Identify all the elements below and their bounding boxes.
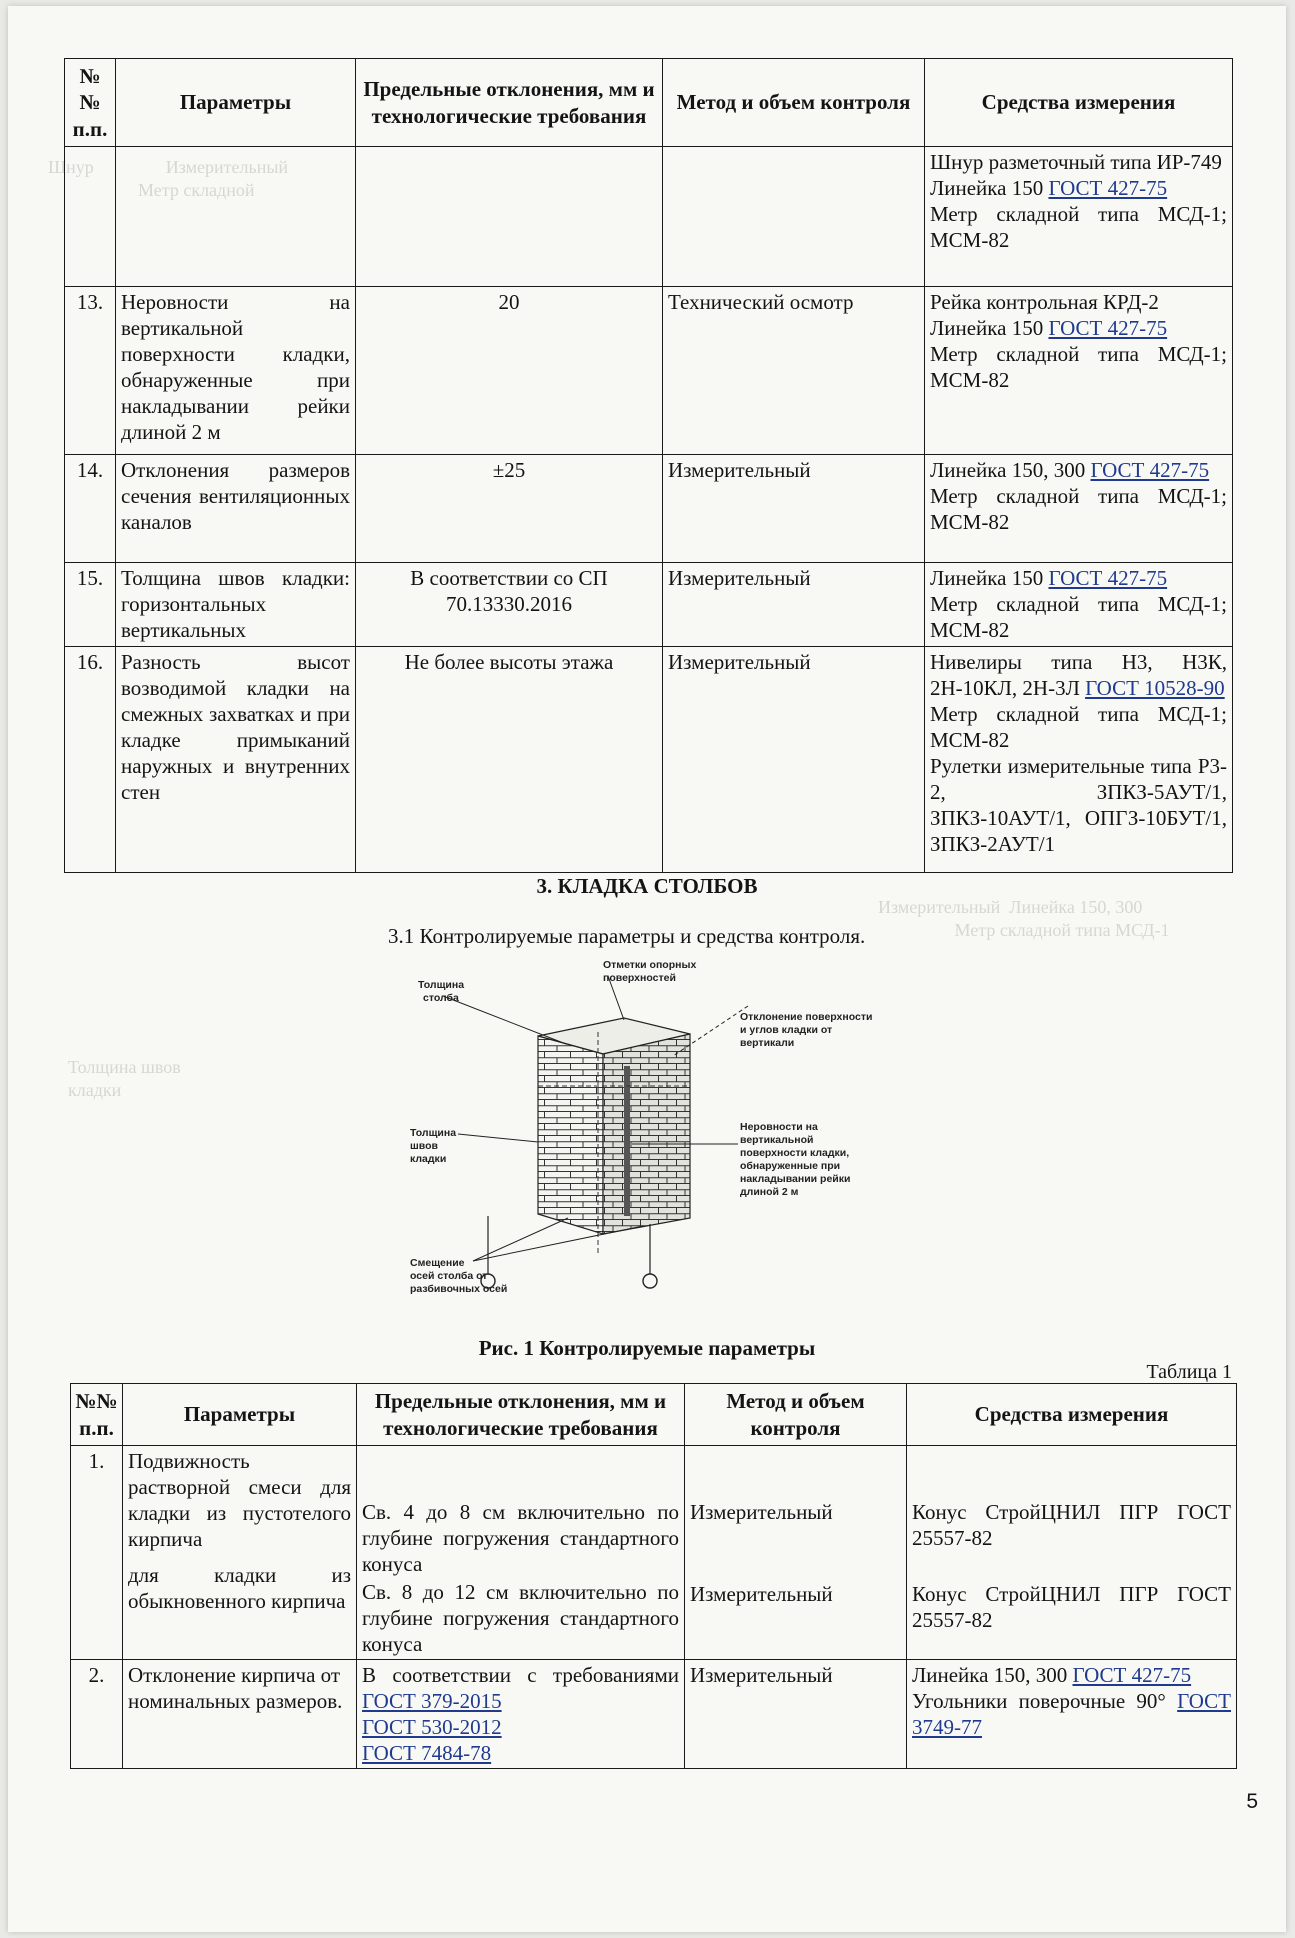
col-header-param: Параметры [116, 59, 356, 147]
col-header-limit: Предельные отклонения, мм и технологические требования [357, 1384, 685, 1446]
label-deviation: вертикали [740, 1037, 795, 1049]
tool-item [930, 149, 1227, 175]
row-tools [925, 455, 1233, 563]
section-title: 3. КЛАДКА СТОЛБОВ [536, 874, 758, 898]
tool-item [930, 701, 1227, 753]
label-joints: швов [410, 1140, 438, 1152]
row-limit [357, 1446, 685, 1660]
tool-text: Нивелиры типа Н3, Н3К, 2Н-10КЛ, 2Н-3Л [930, 650, 1227, 701]
tool-item [930, 483, 1227, 535]
tools-hollow-brick: Конус СтройЦНИЛ ПГР ГОСТ 25557-82 [912, 1500, 1231, 1551]
row-number: 16. [65, 647, 116, 873]
table-top [64, 58, 1233, 873]
col-header-tools: Средства измерения [925, 59, 1233, 147]
gost-link[interactable]: ГОСТ 427-75 [1072, 1663, 1192, 1688]
label-uneven: поверхности кладки, [740, 1147, 850, 1159]
limit-text: В соответствии с требованиями [362, 1663, 679, 1688]
tool-text: Линейка 150 [930, 176, 1049, 201]
row-method: Измерительный [663, 563, 925, 647]
tool-item [930, 457, 1227, 483]
table-row [71, 1660, 1237, 1769]
section-subtitle: 3.1 Контролируемые параметры и средства контроля. [388, 924, 866, 948]
table-row [65, 563, 1233, 647]
page-number: 5 [1246, 1790, 1258, 1813]
leader-line [473, 1218, 568, 1261]
row-parameter: Отклонение кирпича от номинальных размеров. [123, 1660, 357, 1769]
row-number: 14. [65, 455, 116, 563]
table-bottom [70, 1383, 1237, 1769]
row-number [65, 147, 116, 287]
label-offset: осей столба от [410, 1270, 488, 1282]
tool-item [930, 565, 1227, 591]
label-marks: Отметки опорных [603, 959, 697, 971]
document-page [8, 6, 1286, 1932]
gost-link[interactable]: ГОСТ 7484-78 [362, 1741, 492, 1766]
tool-text: Метр складной типа МСД-1; МСМ-82 [930, 342, 1227, 393]
row-tools [907, 1446, 1237, 1660]
row-limit: Не более высоты этажа [356, 647, 663, 873]
param-hollow-brick: Подвижность растворной смеси для кладки из пустотелого кирпича [128, 1449, 351, 1552]
table-row [71, 1446, 1237, 1660]
tool-text: Метр складной типа МСД-1; МСМ-82 [930, 702, 1227, 753]
row-number: 2. [71, 1660, 123, 1769]
table-top-body [65, 147, 1233, 873]
tool-text: Шнур разметочный типа ИР-749 [930, 150, 1222, 174]
tool-text: Линейка 150 [930, 566, 1049, 590]
row-number: 13. [65, 287, 116, 455]
method-hollow-brick: Измерительный [690, 1500, 833, 1524]
row-parameter: Отклонения размеров сечения вентиляционных каналов [116, 455, 356, 563]
limit-solid-brick: Св. 8 до 12 см включительно по глубине погружения стандартного конуса [362, 1580, 679, 1657]
tool-item [912, 1662, 1231, 1688]
row-number: 1. [71, 1446, 123, 1660]
bleed-through-text: Шнур Измерительный Метр складной [48, 157, 289, 200]
gost-link[interactable]: ГОСТ 530-2012 [362, 1715, 502, 1740]
table-row [65, 147, 1233, 287]
leader-line [473, 1226, 643, 1261]
bleed-through-text: Измерительный Линейка 150, 300 Метр складной типа МСД-1 [878, 897, 1170, 940]
row-method: Технический осмотр [663, 287, 925, 455]
col-header-num: №№ п.п. [65, 59, 116, 147]
row-parameter: Неровности на вертикальной поверхности кладки, обнаруженные при накладывании рейки длиной 2 м [116, 287, 356, 455]
gost-link[interactable]: ГОСТ 427-75 [1048, 316, 1168, 341]
limit-hollow-brick: Св. 4 до 8 см включительно по глубине погружения стандартного конуса [362, 1500, 679, 1577]
bleed-through-text: Толщина швов кладки [68, 1057, 181, 1100]
table-row [65, 287, 1233, 455]
row-parameter: Разность высот возводимой кладки на смежных захватках и при кладке примыканий наружных и внутренних стен [116, 647, 356, 873]
param-solid-brick: для кладки из обыкновенного кирпича [128, 1563, 351, 1614]
control-rod [624, 1066, 630, 1216]
row-limit: ±25 [356, 455, 663, 563]
row-method [685, 1446, 907, 1660]
tool-item [930, 649, 1227, 701]
label-uneven: Неровности на [740, 1121, 818, 1133]
tool-text: Метр складной типа МСД-1; МСМ-82 [930, 484, 1227, 535]
method-solid-brick: Измерительный [690, 1582, 833, 1607]
tool-item [930, 591, 1227, 643]
col-header-tools: Средства измерения [907, 1384, 1237, 1446]
col-header-method: Метод и объем контроля [663, 59, 925, 147]
label-thickness: столба [423, 992, 459, 1004]
tool-item [930, 289, 1227, 315]
figure-caption: Рис. 1 Контролируемые параметры [478, 1336, 816, 1360]
label-offset: разбивочных осей [410, 1283, 508, 1295]
leader-line [458, 1134, 538, 1142]
tool-text: Линейка 150 [930, 316, 1049, 341]
row-tools [925, 287, 1233, 455]
label-thickness: Толщина [418, 979, 465, 991]
gost-link[interactable]: ГОСТ 10528-90 [1085, 676, 1225, 701]
col-header-limit: Предельные отклонения, мм и технологические требования [356, 59, 663, 147]
row-tools [925, 647, 1233, 873]
axis-marker [643, 1274, 657, 1288]
label-deviation: Отклонение поверхности [740, 1011, 873, 1023]
tool-text: Метр складной типа МСД-1; МСМ-82 [930, 202, 1227, 253]
row-tools [907, 1660, 1237, 1769]
tool-text: Угольники поверочные 90° [912, 1689, 1166, 1714]
row-tools [925, 563, 1233, 647]
col-header-param: Параметры [123, 1384, 357, 1446]
tool-item [930, 753, 1227, 857]
label-joints: кладки [410, 1153, 447, 1165]
column-side-face [603, 1034, 690, 1234]
row-limit: 20 [356, 287, 663, 455]
tools-solid-brick: Конус СтройЦНИЛ ПГР ГОСТ 25557-82 [912, 1582, 1231, 1633]
label-uneven: накладывании рейки [740, 1173, 851, 1185]
table-label: Таблица 1 [1146, 1361, 1232, 1383]
tool-text: Рейка контрольная КРД-2 [930, 290, 1159, 314]
label-marks: поверхностей [603, 972, 676, 984]
table-row [65, 647, 1233, 873]
row-method: Измерительный [685, 1660, 907, 1769]
brick-column-figure [388, 956, 948, 1306]
row-method: Измерительный [663, 455, 925, 563]
label-uneven: обнаруженные при [740, 1160, 841, 1172]
table-row [65, 455, 1233, 563]
tool-text: Линейка 150, 300 [912, 1663, 1068, 1688]
row-method: Измерительный [663, 647, 925, 873]
col-header-num: №№ п.п. [71, 1384, 123, 1446]
tool-item [912, 1688, 1231, 1740]
gost-link[interactable]: ГОСТ 427-75 [1048, 566, 1168, 590]
row-method [663, 147, 925, 287]
tool-item [930, 201, 1227, 253]
label-joints: Толщина [410, 1127, 457, 1139]
column-front-face [538, 1036, 603, 1234]
row-limit [356, 147, 663, 287]
label-uneven: длиной 2 м [740, 1186, 799, 1198]
tool-item [930, 315, 1227, 341]
tool-item [930, 175, 1227, 201]
gost-link[interactable]: ГОСТ 379-2015 [362, 1689, 502, 1714]
tool-text: Линейка 150, 300 [930, 458, 1091, 482]
gost-link[interactable]: ГОСТ 3749-77 [912, 1689, 1232, 1740]
label-offset: Смещение [410, 1257, 465, 1269]
row-number: 15. [65, 563, 116, 647]
tool-text: Метр складной типа МСД-1; МСМ-82 [930, 592, 1227, 643]
gost-link[interactable]: ГОСТ 427-75 [1048, 176, 1168, 201]
label-deviation: и углов кладки от [740, 1024, 833, 1036]
row-limit: В соответствии со СП 70.13330.2016 [356, 563, 663, 647]
leader-line [443, 996, 566, 1044]
row-limit [357, 1660, 685, 1769]
row-parameter [116, 147, 356, 287]
tool-text: Рулетки измерительные типа Р3-2, ЗПКЗ-5АУТ/1, ЗПКЗ-10АУТ/1, ОПГЗ-10БУТ/1, ЗПКЗ-2АУТ/1 [930, 754, 1227, 857]
gost-link[interactable]: ГОСТ 427-75 [1090, 458, 1210, 482]
label-uneven: вертикальной [740, 1134, 814, 1146]
row-parameter [123, 1446, 357, 1660]
row-parameter: Толщина швов кладки: горизонтальных вертикальных [116, 563, 356, 647]
col-header-method: Метод и объем контроля [685, 1384, 907, 1446]
row-tools [925, 147, 1233, 287]
tool-item [930, 341, 1227, 393]
